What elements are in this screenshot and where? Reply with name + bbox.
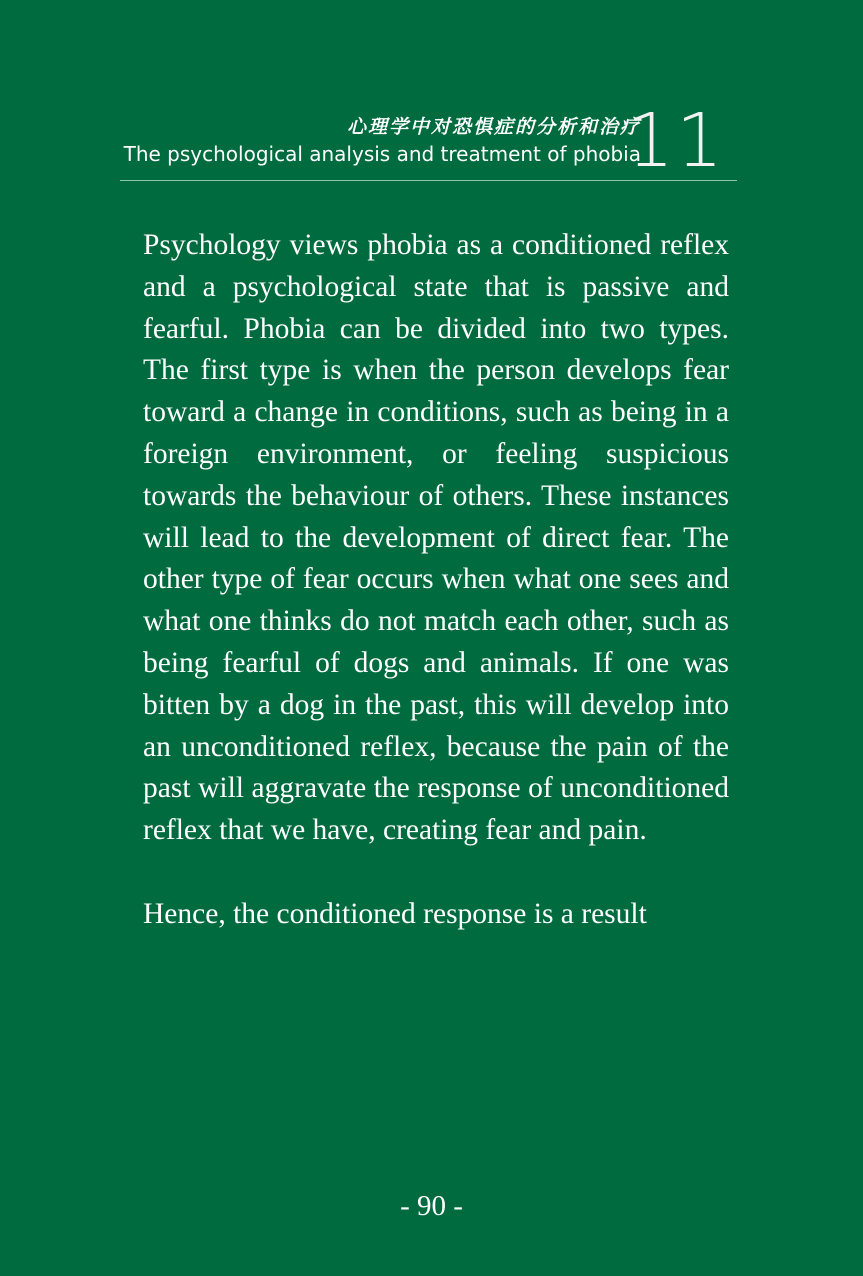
page-number: - 90 - <box>400 1190 463 1222</box>
paragraph-2: Hence, the conditioned response is a result <box>143 897 647 930</box>
running-header <box>120 98 737 184</box>
body-text <box>143 225 729 936</box>
header-titles <box>124 114 641 167</box>
paragraph-1: Psychology views phobia as a conditioned reflex and a psychological state that is passive and fearful. Phobia can be divided into two types. The first type is when the person develops fear toward a change in conditions, such as being in a foreign environment, or feeling suspicious towards the behaviour of others. These instances will lead to the development of direct fear. The other type of fear occurs when what one sees and what one thinks do not match each other, such as being fearful of dogs and animals. If one was bitten by a dog in the past, this will develop into an unconditioned reflex, because the pain of the past will aggravate the response of unconditioned reflex that we have, creating fear and pain. <box>143 229 729 847</box>
header-title-english: The psychological analysis and treatment of phobia <box>123 142 641 166</box>
header-title-chinese: 心理学中对恐惧症的分析和治疗 <box>346 116 641 138</box>
chapter-number: 11 <box>626 98 725 184</box>
